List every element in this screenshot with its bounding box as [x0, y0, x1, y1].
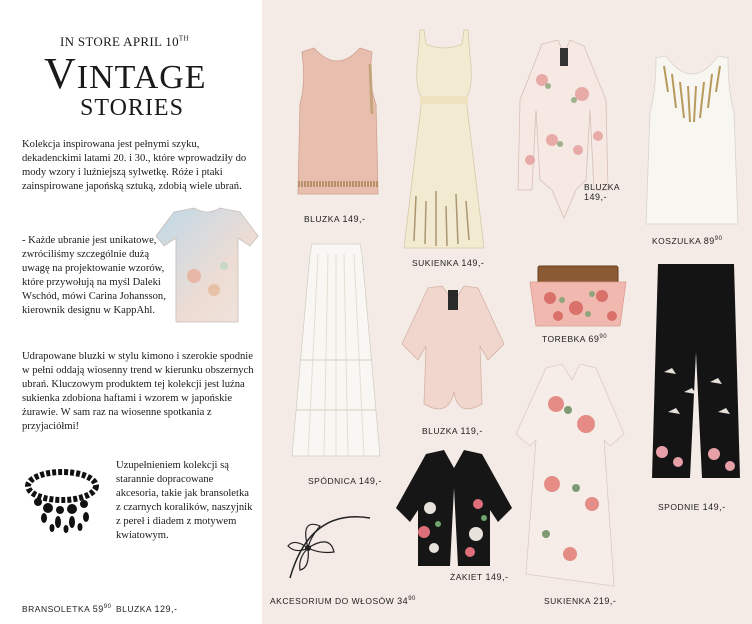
clutch-image: [528, 264, 628, 330]
caption-bransoletka: BRANSOLETKA $59^{90}$: [22, 604, 112, 614]
caption-torebka: TOREBKA $69^{90}$: [542, 334, 608, 344]
caption-sukienka-219: SUKIENKA 219,-: [544, 596, 617, 606]
caption-bluzka-119: BLUZKA 119,-: [422, 426, 483, 436]
caption-spodnie: SPODNIE 149,-: [658, 502, 726, 512]
black-jacket-image: [394, 448, 514, 572]
bracelet-image: [18, 462, 110, 534]
caption-bluzka-floral: BLUZKA: [584, 182, 621, 192]
caption-bluzka-149: BLUZKA 149,-: [304, 214, 366, 224]
caption-koszulka: KOSZULKA $89^{90}$: [652, 236, 723, 246]
in-store-date: IN STORE APRIL 10TH: [60, 34, 189, 49]
text-column: [0, 0, 262, 624]
page-subtitle: STORIES: [80, 95, 184, 121]
cream-dress-image: [396, 26, 492, 256]
caption-bluzka-floral-price: 149,-: [584, 192, 608, 202]
hair-accessory-image: [280, 498, 380, 588]
collection-paragraph: Udrapowane bluzki w stylu kimono i szerokie spodnie w pełni oddają wiosenny trend w kierunku obszernych ubrań. Kluczowym produktem tej kolekcji jest luźna sukienka zdobiona haftami i wzorem w japońskie żurawie. W sam raz na wiosenne spotkania z przyjaciółmi!: [22, 351, 254, 432]
accessories-paragraph: Uzupełnieniem kolekcji są starannie dopracowane akcesoria, takie jak bransoletka z czarnych koralików, naszyjnik z pereł i diadem z motywem kwiatowym.: [116, 460, 253, 541]
white-skirt-image: [288, 240, 384, 462]
product-panel: [262, 0, 752, 624]
caption-spodnica: SPÓDNICA 149,-: [308, 476, 382, 486]
floral-dress-image: [516, 364, 626, 590]
pastel-blouse-image: [154, 206, 260, 328]
beaded-tank-image: [644, 52, 740, 232]
peach-top-image: [292, 44, 382, 204]
intro-paragraph: Kolekcja inspirowana jest pełnymi szyku, dekadenckimi latami 20. i 30., które wprowadziły do mody wzory i luźniejszą sylwetkę. Róże i ptaki zainspirowane japońską sztuką, zdobią wiele ubrań.: [22, 139, 247, 192]
caption-akcesorium: AKCESORIUM DO WŁOSÓW $34^{90}$: [270, 596, 416, 606]
caption-zakiet: ŻAKIET 149,-: [450, 572, 509, 582]
designer-quote: - Każde ubranie jest unikatowe, zwróciliśmy szczególnie dużą uwagę na projektowanie wzorów, które przywołują na myśl Daleki Wschód, mówi Carina Johansson, kierownik designu w KappAhl.: [22, 235, 166, 316]
pink-cardigan-image: [398, 284, 508, 420]
page-title: VINTAGE: [44, 49, 207, 98]
caption-sukienka-149: SUKIENKA 149,-: [412, 258, 485, 268]
caption-bluzka-left: BLUZKA 129,-: [116, 604, 178, 614]
black-trousers-image: [648, 262, 744, 484]
